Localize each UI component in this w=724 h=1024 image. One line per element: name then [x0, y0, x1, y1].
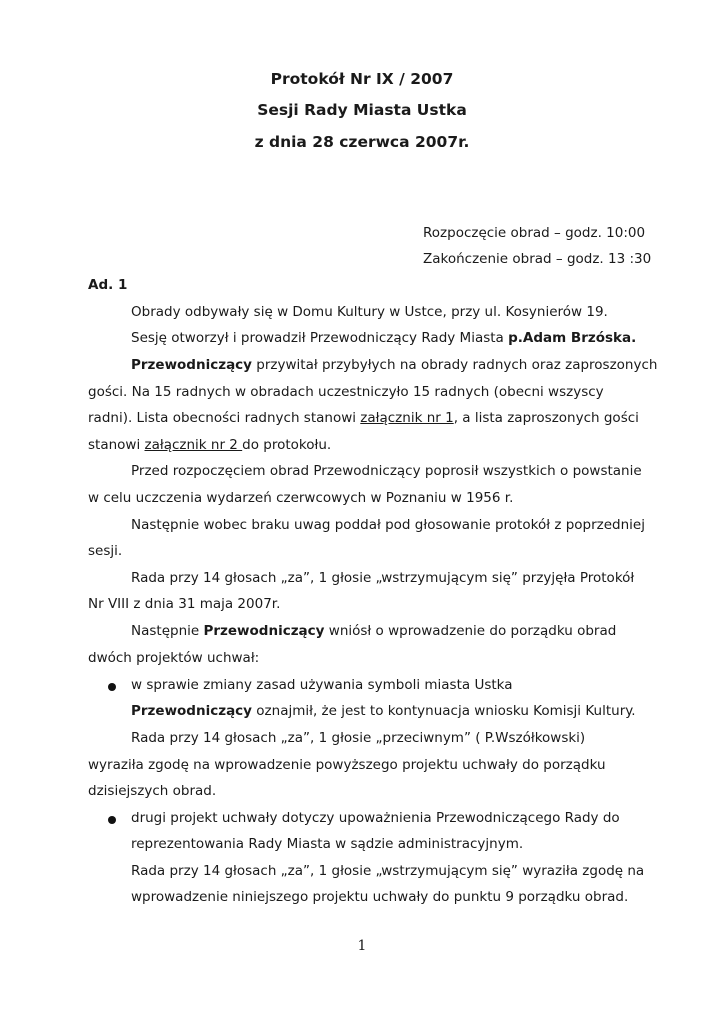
paragraph-motion-line1 — [131, 623, 616, 639]
paragraph-venue: Obrady odbywały się w Domu Kultury w Ustce, przy ul. Kosynierów 19. — [131, 304, 608, 320]
bullet1-vote-line3: dzisiejszych obrad. — [88, 783, 217, 799]
guests-text: , a lista zaproszonych gości — [453, 410, 639, 426]
paragraph-opening — [131, 330, 636, 346]
session-end-time: Zakończenie obrad – godz. 13 :30 — [423, 251, 652, 267]
paragraph-welcome-line3 — [88, 410, 639, 426]
bullet1-vote-line2: wyraziła zgodę na wprowadzenie powyższego projektu uchwały do porządku — [88, 757, 606, 773]
protocol-text: do protokołu. — [242, 437, 332, 453]
paragraph-minute-line1: Przed rozpoczęciem obrad Przewodniczący poprosił wszystkich o powstanie — [131, 463, 642, 479]
motion-text-a: Następnie — [131, 623, 204, 639]
section-heading: Ad. 1 — [88, 277, 128, 293]
page-number: 1 — [357, 938, 367, 954]
bullet2-vote-line1: Rada przy 14 głosach „za”, 1 głosie „wstrzymującym się” wyraziła zgodę na — [131, 863, 645, 879]
paragraph-welcome-line1 — [131, 357, 657, 373]
chairman-label: Przewodniczący — [203, 623, 325, 639]
announcement-text: oznajmił, że jest to kontynuacja wniosku Komisji Kultury. — [252, 703, 636, 719]
welcome-text: przywitał przybyłych na obrady radnych oraz zaproszonych — [252, 357, 658, 373]
session-start-time: Rozpoczęcie obrad – godz. 10:00 — [423, 225, 646, 241]
bullet-item-2-line2: reprezentowania Rady Miasta w sądzie administracyjnym. — [131, 836, 524, 852]
attachment-2-link[interactable]: załącznik nr 2 — [144, 437, 243, 453]
paragraph-vote-result-line2: Nr VIII z dnia 31 maja 2007r. — [88, 596, 281, 612]
paragraph-minute-line2: w celu uczczenia wydarzeń czerwcowych w Poznaniu w 1956 r. — [88, 490, 514, 506]
paragraph-welcome-line4 — [88, 437, 331, 453]
document-subtitle: Sesji Rady Miasta Ustka — [257, 101, 467, 119]
motion-text-c: wniósł o wprowadzenie do porządku obrad — [324, 623, 617, 639]
bullet-icon — [108, 683, 116, 691]
chairman-label: Przewodniczący — [131, 703, 252, 719]
paragraph-welcome-line2: gości. Na 15 radnych w obradach uczestniczyło 15 radnych (obecni wszyscy — [88, 384, 604, 400]
chairman-label: Przewodniczący — [131, 357, 252, 373]
paragraph-motion-line2: dwóch projektów uchwał: — [88, 650, 260, 666]
document-date: z dnia 28 czerwca 2007r. — [254, 133, 470, 151]
document-title: Protokół Nr IX / 2007 — [270, 70, 454, 88]
bullet1-vote-line1: Rada przy 14 głosach „za”, 1 głosie „przeciwnym” ( P.Wszółkowski) — [131, 730, 586, 746]
attendance-text: radni). Lista obecności radnych stanowi — [88, 410, 361, 426]
paragraph-vote-protocol-line2: sesji. — [88, 543, 123, 559]
bullet1-paragraph-line1 — [131, 703, 636, 719]
bullet-item-1: w sprawie zmiany zasad używania symboli miasta Ustka — [131, 677, 513, 693]
bullet-icon — [108, 816, 116, 824]
paragraph-vote-result-line1: Rada przy 14 głosach „za”, 1 głosie „wstrzymującym się” przyjęła Protokół — [131, 570, 635, 586]
bullet2-vote-line2: wprowadzenie niniejszego projektu uchwały do punktu 9 porządku obrad. — [131, 889, 629, 905]
stanowi-text: stanowi — [88, 437, 145, 453]
attachment-1-link[interactable]: załącznik nr 1 — [360, 410, 454, 426]
chairman-name: p.Adam Brzóska. — [508, 330, 637, 346]
opening-text: Sesję otworzył i prowadził Przewodniczący Rady Miasta — [131, 330, 509, 346]
bullet-item-2-line1: drugi projekt uchwały dotyczy upoważnienia Przewodniczącego Rady do — [131, 810, 620, 826]
paragraph-vote-protocol-line1: Następnie wobec braku uwag poddał pod głosowanie protokół z poprzedniej — [131, 517, 645, 533]
